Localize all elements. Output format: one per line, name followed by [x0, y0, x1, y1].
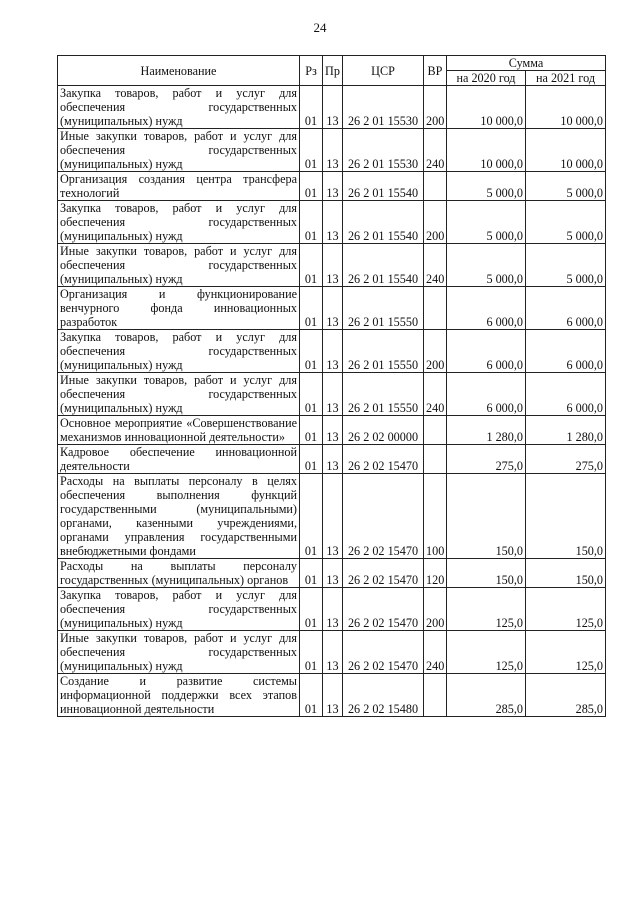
row-amount-2020: 1 280,0: [447, 416, 526, 445]
row-rz: 01: [300, 373, 323, 416]
row-amount-2020: 10 000,0: [447, 129, 526, 172]
row-name: Закупка товаров, работ и услуг для обеспечения государственных (муниципальных) нужд: [58, 201, 300, 244]
page-number: 24: [313, 20, 327, 35]
row-amount-2020: 6 000,0: [447, 330, 526, 373]
table-row: [58, 416, 606, 445]
row-vr: 240: [424, 631, 447, 674]
row-pr: 13: [323, 287, 343, 330]
row-csr: 26 2 02 15480: [343, 674, 424, 717]
row-rz: 01: [300, 244, 323, 287]
row-csr: 26 2 01 15530: [343, 86, 424, 129]
table-row: [58, 445, 606, 474]
row-name: Расходы на выплаты персоналу в целях обеспечения выполнения функций государственными (муниципальными) органами, казенными учреждениями, органами управления государственными внебюджетными фондами: [58, 474, 300, 559]
table-row: [58, 373, 606, 416]
table-row: [58, 674, 606, 717]
row-rz: 01: [300, 674, 323, 717]
table-row: [58, 588, 606, 631]
row-pr: 13: [323, 445, 343, 474]
table-row: [58, 474, 606, 559]
row-csr: 26 2 02 15470: [343, 588, 424, 631]
row-csr: 26 2 01 15550: [343, 330, 424, 373]
row-csr: 26 2 01 15530: [343, 129, 424, 172]
row-csr: 26 2 01 15540: [343, 172, 424, 201]
row-vr: [424, 445, 447, 474]
row-pr: 13: [323, 373, 343, 416]
row-rz: 01: [300, 588, 323, 631]
row-csr: 26 2 02 15470: [343, 559, 424, 588]
row-pr: 13: [323, 559, 343, 588]
row-amount-2020: 285,0: [447, 674, 526, 717]
row-vr: [424, 416, 447, 445]
row-vr: [424, 287, 447, 330]
row-vr: 240: [424, 373, 447, 416]
row-pr: 13: [323, 631, 343, 674]
header-year-2021: на 2021 год: [526, 71, 606, 86]
header-csr: ЦСР: [343, 56, 424, 86]
row-rz: 01: [300, 631, 323, 674]
row-amount-2020: 5 000,0: [447, 244, 526, 287]
row-vr: 100: [424, 474, 447, 559]
table-row: [58, 287, 606, 330]
row-amount-2021: 150,0: [526, 559, 606, 588]
table-row: [58, 631, 606, 674]
row-name: Расходы на выплаты персоналу государственных (муниципальных) органов: [58, 559, 300, 588]
row-name: Иные закупки товаров, работ и услуг для обеспечения государственных (муниципальных) нужд: [58, 244, 300, 287]
row-name: Организация создания центра трансфера технологий: [58, 172, 300, 201]
table-body: [58, 86, 606, 717]
row-amount-2021: 6 000,0: [526, 287, 606, 330]
row-pr: 13: [323, 86, 343, 129]
row-amount-2021: 10 000,0: [526, 129, 606, 172]
header-year-2020: на 2020 год: [447, 71, 526, 86]
row-rz: 01: [300, 172, 323, 201]
row-name: Иные закупки товаров, работ и услуг для обеспечения государственных (муниципальных) нужд: [58, 373, 300, 416]
row-rz: 01: [300, 129, 323, 172]
row-vr: [424, 172, 447, 201]
row-csr: 26 2 01 15540: [343, 201, 424, 244]
row-vr: 200: [424, 201, 447, 244]
row-amount-2020: 125,0: [447, 588, 526, 631]
row-csr: 26 2 02 15470: [343, 631, 424, 674]
row-pr: 13: [323, 201, 343, 244]
row-amount-2021: 275,0: [526, 445, 606, 474]
row-rz: 01: [300, 416, 323, 445]
row-name: Иные закупки товаров, работ и услуг для обеспечения государственных (муниципальных) нужд: [58, 129, 300, 172]
row-amount-2020: 5 000,0: [447, 201, 526, 244]
row-amount-2020: 10 000,0: [447, 86, 526, 129]
row-pr: 13: [323, 172, 343, 201]
row-amount-2021: 1 280,0: [526, 416, 606, 445]
header-sum: Сумма: [447, 56, 606, 71]
row-name: Закупка товаров, работ и услуг для обеспечения государственных (муниципальных) нужд: [58, 330, 300, 373]
row-vr: 200: [424, 86, 447, 129]
row-name: Иные закупки товаров, работ и услуг для обеспечения государственных (муниципальных) нужд: [58, 631, 300, 674]
row-name: Кадровое обеспечение инновационной деятельности: [58, 445, 300, 474]
row-amount-2020: 6 000,0: [447, 287, 526, 330]
header-pr: Пр: [323, 56, 343, 86]
row-name: Создание и развитие системы информационной поддержки всех этапов инновационной деятельности: [58, 674, 300, 717]
header-rz: Рз: [300, 56, 323, 86]
row-vr: 200: [424, 330, 447, 373]
row-amount-2021: 285,0: [526, 674, 606, 717]
row-amount-2020: 275,0: [447, 445, 526, 474]
row-amount-2020: 5 000,0: [447, 172, 526, 201]
row-name: Основное мероприятие «Совершенствование механизмов инновационной деятельности»: [58, 416, 300, 445]
row-amount-2021: 125,0: [526, 588, 606, 631]
row-amount-2021: 10 000,0: [526, 86, 606, 129]
row-pr: 13: [323, 588, 343, 631]
row-name: Закупка товаров, работ и услуг для обеспечения государственных (муниципальных) нужд: [58, 588, 300, 631]
row-vr: 120: [424, 559, 447, 588]
table-row: [58, 244, 606, 287]
table-row: [58, 330, 606, 373]
budget-table: [57, 55, 606, 717]
row-amount-2020: 150,0: [447, 559, 526, 588]
row-amount-2021: 5 000,0: [526, 172, 606, 201]
row-vr: 200: [424, 588, 447, 631]
row-csr: 26 2 01 15550: [343, 287, 424, 330]
row-rz: 01: [300, 474, 323, 559]
row-pr: 13: [323, 330, 343, 373]
row-amount-2021: 150,0: [526, 474, 606, 559]
row-csr: 26 2 02 00000: [343, 416, 424, 445]
row-pr: 13: [323, 416, 343, 445]
row-csr: 26 2 02 15470: [343, 474, 424, 559]
row-amount-2021: 6 000,0: [526, 373, 606, 416]
row-rz: 01: [300, 330, 323, 373]
table-row: [58, 201, 606, 244]
table-row: [58, 559, 606, 588]
row-rz: 01: [300, 86, 323, 129]
row-amount-2020: 6 000,0: [447, 373, 526, 416]
row-vr: 240: [424, 244, 447, 287]
row-csr: 26 2 01 15550: [343, 373, 424, 416]
row-pr: 13: [323, 244, 343, 287]
table-row: [58, 129, 606, 172]
row-csr: 26 2 01 15540: [343, 244, 424, 287]
row-rz: 01: [300, 201, 323, 244]
row-amount-2021: 5 000,0: [526, 244, 606, 287]
table-header: [58, 56, 606, 86]
row-vr: [424, 674, 447, 717]
row-name: Организация и функционирование венчурного фонда инновационных разработок: [58, 287, 300, 330]
row-amount-2021: 6 000,0: [526, 330, 606, 373]
header-name: Наименование: [58, 56, 300, 86]
row-pr: 13: [323, 674, 343, 717]
table-row: [58, 86, 606, 129]
row-vr: 240: [424, 129, 447, 172]
row-amount-2020: 125,0: [447, 631, 526, 674]
row-amount-2020: 150,0: [447, 474, 526, 559]
row-pr: 13: [323, 129, 343, 172]
row-amount-2021: 5 000,0: [526, 201, 606, 244]
row-amount-2021: 125,0: [526, 631, 606, 674]
table-row: [58, 172, 606, 201]
header-vr: ВР: [424, 56, 447, 86]
row-rz: 01: [300, 445, 323, 474]
row-csr: 26 2 02 15470: [343, 445, 424, 474]
row-name: Закупка товаров, работ и услуг для обеспечения государственных (муниципальных) нужд: [58, 86, 300, 129]
row-pr: 13: [323, 474, 343, 559]
row-rz: 01: [300, 559, 323, 588]
row-rz: 01: [300, 287, 323, 330]
